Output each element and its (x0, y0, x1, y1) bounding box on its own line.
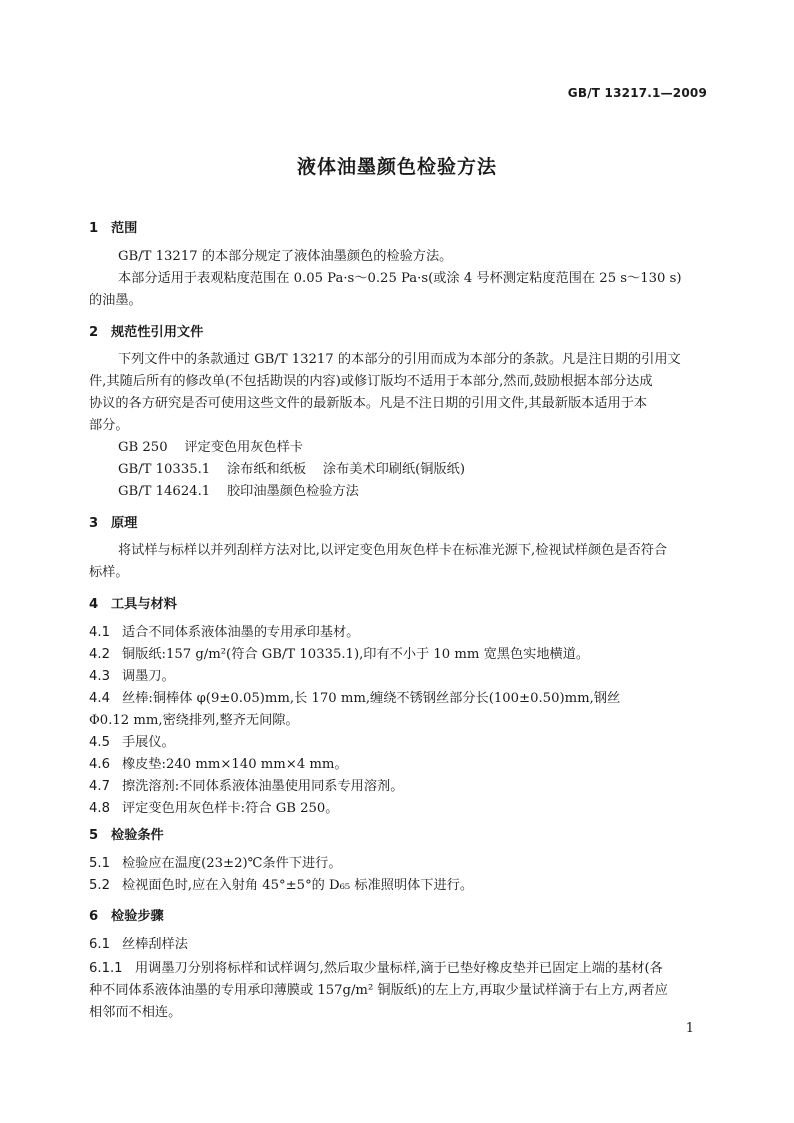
section-number: 4 (89, 597, 99, 612)
subsection-heading (89, 934, 188, 956)
reference-item: GB/T 10335.1 涂布纸和纸板 涂布美术印刷纸(铜版纸) (118, 462, 466, 477)
paragraph-line: 标样。 (89, 565, 129, 580)
item-text: 检视面色时,应在入射角 45°±5°的 D₆₅ 标准照明体下进行。 (122, 878, 474, 893)
item-number: 5.1 (89, 856, 110, 871)
list-item (89, 622, 359, 644)
item-number: 4.5 (89, 735, 110, 750)
reference-item: GB 250 评定变色用灰色样卡 (118, 440, 304, 455)
list-item (89, 666, 175, 688)
reference-item: GB/T 14624.1 胶印油墨颜色检验方法 (118, 484, 359, 499)
paragraph-line: 将试样与标样以并列刮样方法对比,以评定变色用灰色样卡在标准光源下,检视试样颜色是否符合 (118, 543, 668, 558)
item-text: 用调墨刀分别将标样和试样调匀,然后取少量标样,滴于已垫好橡皮垫并已固定上端的基材(各 (135, 961, 663, 976)
section-title: 规范性引用文件 (111, 325, 204, 340)
list-item (89, 644, 589, 666)
section-4-heading (89, 594, 177, 616)
paragraph-line: 种不同体系液体油墨的专用承印薄膜或 157g/m² 铜版纸)的左上方,再取少量试样滴于右上方,两者应 (89, 983, 668, 998)
section-number: 5 (89, 828, 99, 843)
section-number: 1 (89, 221, 99, 236)
section-number: 2 (89, 325, 99, 340)
item-number: 4.2 (89, 647, 110, 662)
section-title: 范围 (111, 221, 138, 236)
page-number: 1 (685, 1021, 694, 1036)
section-title: 原理 (111, 516, 138, 531)
item-number: 4.8 (89, 801, 110, 816)
item-text: 铜版纸:157 g/m²(符合 GB/T 10335.1),印有不小于 10 mm 宽黑色实地横道。 (122, 647, 590, 662)
list-item (89, 853, 342, 875)
list-item (89, 875, 473, 897)
section-2-heading (89, 322, 203, 344)
item-number: 5.2 (89, 878, 110, 893)
section-title: 检验步骤 (111, 909, 164, 924)
paragraph-line: GB/T 13217 的本部分规定了液体油墨颜色的检验方法。 (118, 249, 453, 264)
list-item (89, 958, 663, 980)
list-item (89, 732, 175, 754)
paragraph-line: 的油墨。 (89, 293, 142, 308)
list-item (89, 798, 338, 820)
section-6-heading (89, 906, 164, 928)
section-5-heading (89, 825, 164, 847)
paragraph-line: 下列文件中的条款通过 GB/T 13217 的本部分的引用而成为本部分的条款。凡是注日期的引用文 (118, 352, 681, 367)
paragraph-line: 部分。 (89, 418, 129, 433)
standard-number: GB/T 13217.1—2009 (567, 86, 707, 100)
item-number: 4.6 (89, 757, 110, 772)
item-number: 4.7 (89, 779, 110, 794)
item-number: 4.4 (89, 691, 110, 706)
section-title: 工具与材料 (111, 597, 177, 612)
section-title: 检验条件 (111, 828, 164, 843)
section-number: 6 (89, 909, 99, 924)
item-text: 擦洗溶剂:不同体系液体油墨使用同系专用溶剂。 (122, 779, 404, 794)
item-text: 丝棒刮样法 (122, 937, 188, 952)
list-item (89, 754, 348, 776)
item-text: 检验应在温度(23±2)℃条件下进行。 (122, 856, 342, 871)
item-number: 4.1 (89, 625, 110, 640)
section-1-heading (89, 218, 137, 240)
section-3-heading (89, 513, 137, 535)
list-item-continuation: Φ0.12 mm,密绕排列,整齐无间隙。 (89, 713, 299, 728)
item-text: 手展仪。 (122, 735, 175, 750)
page-title: 液体油墨颜色检验方法 (296, 156, 497, 178)
paragraph-line: 协议的各方研究是否可使用这些文件的最新版本。凡是不注日期的引用文件,其最新版本适用于本 (89, 396, 648, 411)
item-text: 橡皮垫:240 mm×140 mm×4 mm。 (122, 757, 348, 772)
list-item (89, 776, 403, 798)
item-number: 6.1 (89, 937, 110, 952)
section-number: 3 (89, 516, 99, 531)
paragraph-line: 本部分适用于表观粘度范围在 0.05 Pa·s～0.25 Pa·s(或涂 4 号杯测定粘度范围在 25 s～130 s) (118, 271, 682, 286)
item-text: 丝棒:铜棒体 φ(9±0.05)mm,长 170 mm,缠绕不锈钢丝部分长(100±0.50)mm,钢丝 (122, 691, 621, 706)
item-text: 评定变色用灰色样卡:符合 GB 250。 (122, 801, 339, 816)
item-text: 调墨刀。 (122, 669, 175, 684)
paragraph-line: 相邻而不相连。 (89, 1005, 182, 1020)
list-item (89, 688, 620, 710)
item-text: 适合不同体系液体油墨的专用承印基材。 (122, 625, 360, 640)
item-number: 6.1.1 (89, 961, 123, 976)
item-number: 4.3 (89, 669, 110, 684)
paragraph-line: 件,其随后所有的修改单(不包括勘误的内容)或修订版均不适用于本部分,然而,鼓励根据本部分达成 (89, 374, 653, 389)
